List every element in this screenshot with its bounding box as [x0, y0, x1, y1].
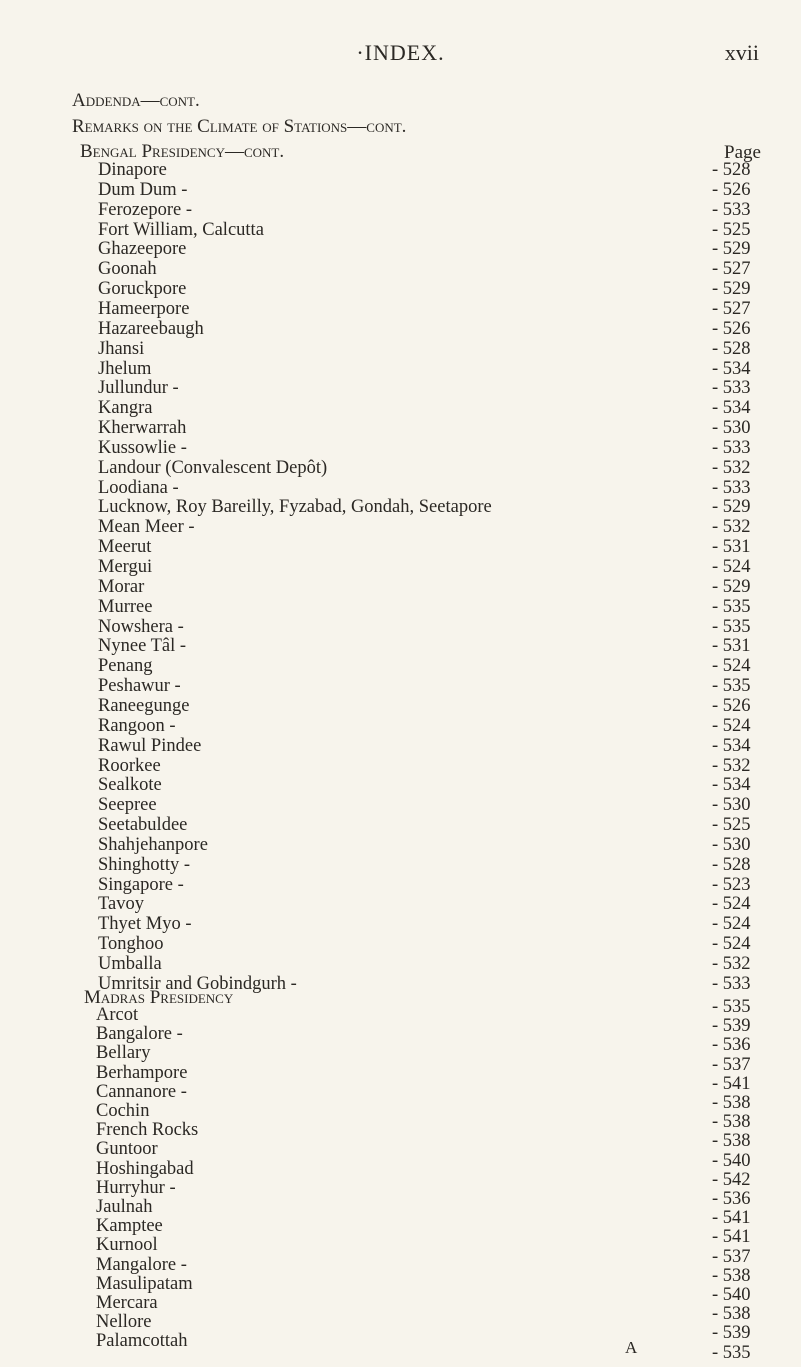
station-name: Kussowlie - [98, 437, 187, 458]
station-name: Nynee Tâl - [98, 636, 187, 657]
index-entry [0, 398, 801, 419]
page-number: - 532 [712, 954, 751, 974]
station-name: Jhelum [98, 358, 152, 379]
index-entry [0, 716, 801, 737]
station-name: Singapore - [98, 874, 184, 895]
station-name: Ghazeepore [98, 239, 187, 260]
station-name: Kurnool [96, 1235, 158, 1256]
station-name: Landour (Convalescent Depôt) [98, 457, 328, 478]
page-number: - 529 [712, 279, 751, 300]
station-name: Mergui [98, 557, 153, 577]
addenda-heading [72, 90, 200, 112]
index-entry [0, 736, 801, 757]
station-name: Nellore [96, 1312, 152, 1333]
page-number: - 523 [712, 874, 751, 895]
page-number: - 542 [712, 1169, 751, 1190]
page-number: - 530 [712, 418, 751, 439]
station-name: Loodiana - [98, 477, 179, 498]
bengal-heading-text: Bengal Presidency—cont. [80, 141, 285, 162]
station-name: Rawul Pindee [98, 735, 202, 756]
page-number: - 532 [712, 457, 751, 478]
page-number: - 538 [712, 1304, 751, 1325]
index-entry [0, 894, 801, 915]
index-entry [0, 914, 801, 935]
page-number: - 533 [712, 477, 751, 498]
station-name: Shinghotty - [98, 854, 190, 875]
page-number: - 529 [712, 239, 751, 260]
page-row [0, 1035, 801, 1055]
station-name: Shahjehanpore [98, 834, 208, 855]
index-entry [0, 835, 801, 856]
station-name: Palamcottah [96, 1331, 188, 1352]
page-row [0, 1304, 801, 1324]
page-number: - 526 [712, 179, 751, 200]
station-name: Hameerpore [98, 298, 190, 319]
addenda-heading-text: Addenda—cont. [72, 90, 200, 111]
index-entry [0, 656, 801, 677]
station-name: Morar [98, 576, 145, 597]
page-row [0, 1170, 801, 1190]
index-entry [0, 160, 801, 181]
station-name: Masulipatam [96, 1273, 193, 1294]
index-entry [0, 617, 801, 638]
page-number: - 534 [712, 358, 751, 379]
page-row [0, 1247, 801, 1267]
index-entry [0, 378, 801, 399]
page-row [0, 1151, 801, 1171]
page-number: - 524 [712, 656, 751, 677]
page-number: - 533 [712, 378, 751, 399]
page-number: - 536 [712, 1189, 751, 1209]
station-name: Tavoy [98, 894, 144, 915]
page-row [0, 1093, 801, 1113]
page-number: - 529 [712, 497, 751, 518]
page-number: - 530 [712, 795, 751, 816]
station-name: Goonah [98, 259, 157, 280]
station-name: Raneegunge [98, 695, 190, 716]
station-name: Roorkee [98, 755, 161, 776]
page-number: - 538 [712, 1093, 751, 1113]
station-name: Seepree [98, 795, 157, 816]
index-entry [0, 319, 801, 340]
running-title: ·INDEX. [356, 40, 445, 65]
page-number: - 531 [712, 537, 751, 558]
page-row [0, 1208, 801, 1228]
station-name: Murree [98, 596, 153, 617]
page-number: - 524 [712, 715, 751, 736]
index-entry [0, 299, 801, 320]
index-entry [0, 775, 801, 796]
station-name: Jullundur - [98, 378, 179, 399]
station-name: Dinapore [98, 160, 167, 180]
station-name: Mercara [96, 1293, 158, 1313]
page-number: - 528 [712, 160, 751, 180]
index-entry [0, 636, 801, 657]
page-number: - 537 [712, 1054, 751, 1075]
index-entry [0, 815, 801, 836]
index-entry [0, 180, 801, 201]
station-name: Hazareebaugh [98, 318, 204, 339]
page-number: - 538 [712, 1265, 751, 1286]
index-entry [0, 359, 801, 380]
page-number: - 528 [712, 854, 751, 875]
page-row [0, 1323, 801, 1343]
running-head [0, 40, 801, 70]
station-name: Jaulnah [96, 1197, 153, 1217]
index-entry [0, 577, 801, 598]
page-row [0, 1016, 801, 1036]
page-number: - 540 [712, 1285, 751, 1305]
signature-mark: A [625, 1338, 638, 1357]
index-entry [0, 597, 801, 618]
page-number: - 526 [712, 318, 751, 339]
page-row [0, 1131, 801, 1151]
page-number: - 524 [712, 557, 751, 577]
station-name: Berhampore [96, 1062, 188, 1083]
page-row [0, 1055, 801, 1075]
page-number: - 535 [712, 1342, 751, 1363]
page-folio: xvii [724, 40, 759, 65]
page-number: - 535 [712, 616, 751, 637]
page-number: - 532 [712, 755, 751, 776]
page-number: - 533 [712, 199, 751, 220]
remarks-heading-text: Remarks on the Climate of Stations—cont. [72, 116, 407, 137]
page-number: - 538 [712, 1131, 751, 1152]
page-row [0, 1227, 801, 1247]
station-name: Goruckpore [98, 279, 187, 300]
index-entry [0, 537, 801, 558]
station-name: Mangalore - [96, 1254, 187, 1275]
station-name: Arcot [96, 1005, 139, 1025]
page-number: - 526 [712, 695, 751, 716]
index-entry [0, 497, 801, 518]
page-number: - 538 [712, 1112, 751, 1133]
page-number: - 536 [712, 1035, 751, 1056]
madras-heading-text: Madras Presidency [84, 987, 234, 1008]
page-number: - 524 [712, 894, 751, 915]
index-entry [0, 557, 801, 578]
page-number: - 527 [712, 298, 751, 319]
station-name: Umballa [98, 954, 162, 974]
page-number: - 528 [712, 338, 751, 359]
station-name: Kamptee [96, 1216, 163, 1237]
station-name: Ferozepore - [98, 199, 192, 220]
page-number: - 530 [712, 834, 751, 855]
page-row [0, 997, 801, 1017]
station-name: Meerut [98, 537, 152, 558]
index-entry [0, 934, 801, 955]
station-name: Umritsir and Gobindgurh - [98, 973, 297, 994]
page-row [0, 1266, 801, 1286]
page-number: - 539 [712, 1016, 751, 1037]
station-name: Dum Dum - [98, 179, 188, 200]
index-entry [0, 795, 801, 816]
page-number: - 534 [712, 775, 751, 796]
station-name: Nowshera - [98, 616, 184, 637]
index-entry [0, 875, 801, 896]
station-name: Guntoor [96, 1139, 158, 1160]
index-entry [0, 339, 801, 360]
index-entry [0, 239, 801, 260]
page-row [0, 1074, 801, 1094]
station-name: Peshawur - [98, 676, 181, 697]
station-name: Rangoon - [98, 715, 176, 736]
remarks-heading [72, 116, 406, 138]
station-name: French Rocks [96, 1120, 199, 1141]
station-name: Kherwarrah [98, 418, 187, 439]
page-number: - 524 [712, 934, 751, 955]
page-number: - 540 [712, 1150, 751, 1171]
page-number: - 525 [712, 815, 751, 836]
index-entry [0, 438, 801, 459]
index-entry [0, 517, 801, 538]
page-number: - 541 [712, 1227, 751, 1248]
page-number: - 541 [712, 1073, 751, 1094]
page-row [0, 1112, 801, 1132]
index-entry [0, 220, 801, 241]
station-name: Lucknow, Roy Bareilly, Fyzabad, Gondah, Seetapore [98, 497, 492, 518]
station-name: Cochin [96, 1101, 150, 1121]
index-entry [0, 676, 801, 697]
index-entry [0, 418, 801, 439]
page-row [0, 1285, 801, 1305]
index-entry [0, 954, 801, 975]
page-column-heading: Page [724, 142, 761, 163]
index-entry [0, 279, 801, 300]
page-number: - 541 [712, 1208, 751, 1229]
station-name: Mean Meer - [98, 517, 195, 538]
station-name: Seetabuldee [98, 815, 188, 836]
page-number: - 535 [712, 997, 751, 1017]
station-name: Fort William, Calcutta [98, 219, 264, 240]
station-name: Thyet Myo - [98, 914, 192, 935]
page-row [0, 1189, 801, 1209]
station-name: Jhansi [98, 338, 145, 359]
page-row [0, 1343, 801, 1363]
station-name: Bangalore - [96, 1024, 183, 1045]
station-name: Penang [98, 656, 153, 677]
station-name: Kangra [98, 398, 153, 419]
station-name: Hurryhur - [96, 1177, 176, 1198]
index-entry [0, 259, 801, 280]
page-number: - 534 [712, 398, 751, 419]
page-number: - 524 [712, 914, 751, 935]
index-entry [0, 478, 801, 499]
index-entry [0, 200, 801, 221]
page-number: - 533 [712, 437, 751, 458]
station-name: Cannanore - [96, 1081, 187, 1102]
index-entry [0, 756, 801, 777]
index-entry [0, 696, 801, 717]
station-name: Hoshingabad [96, 1158, 194, 1179]
page-number: - 531 [712, 636, 751, 657]
page-number: - 525 [712, 219, 751, 240]
page-number: - 535 [712, 676, 751, 697]
page-number: - 535 [712, 596, 751, 617]
page-number: - 534 [712, 735, 751, 756]
page-number: - 537 [712, 1246, 751, 1267]
page-number: - 539 [712, 1323, 751, 1344]
page-number: - 527 [712, 259, 751, 280]
station-name: Tonghoo [98, 934, 164, 955]
index-entry [0, 458, 801, 479]
page-number: - 529 [712, 576, 751, 597]
station-name: Bellary [96, 1043, 151, 1064]
page-number: - 533 [712, 973, 751, 994]
index-entry [0, 855, 801, 876]
page-number: - 532 [712, 517, 751, 538]
station-name: Sealkote [98, 775, 162, 796]
